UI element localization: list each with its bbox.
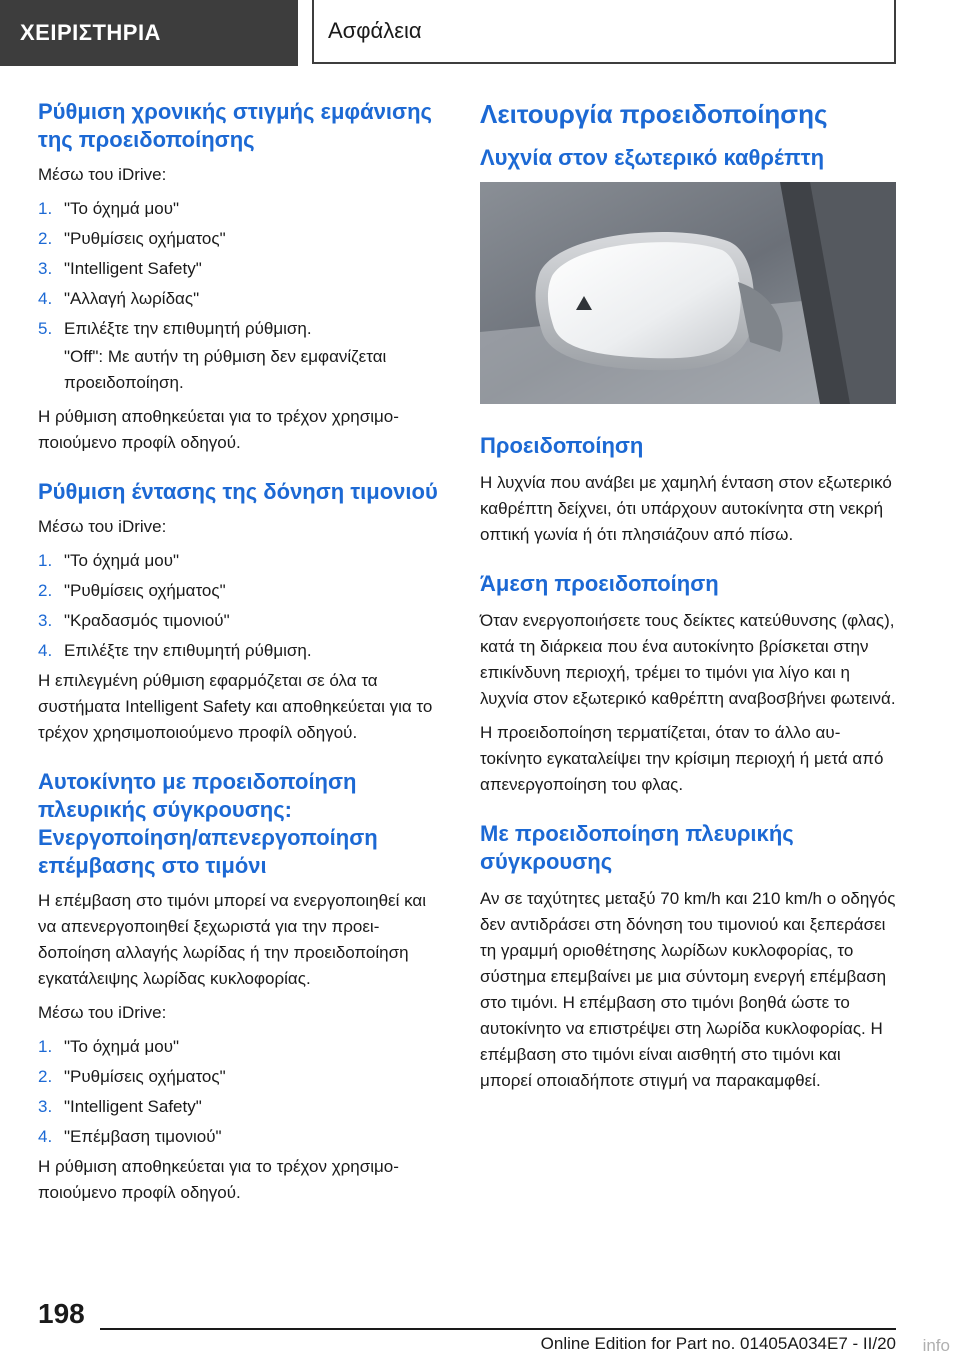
right-column <box>480 98 896 1102</box>
watermark: info <box>922 1336 950 1355</box>
list-item: 3. "Intelligent Safety" <box>38 259 202 278</box>
section-tab: Ασφάλεια <box>312 0 896 64</box>
settings-applied-note: Η επιλεγμένη ρύθμιση εφαρμόζεται σε όλα τα συστήματα Intelligent Safety και αποθηκεύεται για το τρέχον χρησιμοποιούμενο προφίλ οδηγού. <box>38 671 433 742</box>
list-item: 4. "Επέμβαση τιμονιού" <box>38 1127 222 1146</box>
list-item: 1. "Το όχημά μου" <box>38 551 180 570</box>
warning-description: Η λυχνία που ανάβει με χαμηλή ένταση στον εξωτερικό καθρέπτη δείχνει, ότι υπάρχουν αυτοκίνητα στη νεκρή οπτική γωνία ή ότι πλησιάζουν από πίσω. <box>480 473 892 544</box>
left-column <box>38 98 438 1214</box>
list-item: 2. "Ρυθμίσεις οχήματος" <box>38 229 226 248</box>
chapter-tab: ΧΕΙΡΙΣΤΗΡΙΑ <box>0 0 298 66</box>
idrive-intro: Μέσω του iDrive: <box>38 1003 167 1022</box>
steps-list-2 <box>38 548 438 664</box>
steps-list-1 <box>38 196 438 342</box>
edition-info: Online Edition for Part no. 01405A034E7 - II/20 <box>540 1334 896 1353</box>
list-item: 4. "Αλλαγή λωρίδας" <box>38 289 200 308</box>
intervention-description: Η επέμβαση στο τιμόνι μπορεί να ενεργοποιηθεί και να απενεργοποιηθεί ξεχωριστά για την προειδοποίηση αλλαγής λωρίδας ή την προειδοποίηση εγκατάλειψης λωρίδας κυκλοφορίας. <box>38 891 427 988</box>
list-item: 2. "Ρυθμίσεις οχήματος" <box>38 581 226 600</box>
heading-warning: Προειδοποίηση <box>480 433 644 458</box>
heading-steering-intervention: Αυτοκίνητο με προειδοποίηση πλευρικής σύγκρουσης: Ενεργοποίηση/απενεργοποίηση επέμβασης στο τιμόνι <box>38 769 378 878</box>
list-item: 3. "Intelligent Safety" <box>38 1097 202 1116</box>
side-collision-description: Αν σε ταχύτητες μεταξύ 70 km/h και 210 km/h ο οδηγός δεν αντιδράσει στη δόνηση του τιμονιού και ξεπεράσει τη γραμμή οριοθέτησης λωρίδων κυκλοφορίας, το σύστημα επεμβαίνει με μια σύντομη ενεργή επέμβαση στο τιμόνι. Η επέμβαση στο τιμόνι βοηθά ώστε το αυτοκίνητο να επιστρέψει στη λωρίδα κυκλοφορίας. Η επέμβαση στο τιμόνι είναι αισθητή στο τιμόνι και μπορεί οποιαδήποτε στιγμή να παρακαμφθεί. <box>480 889 896 1090</box>
settings-saved-note: Η ρύθμιση αποθηκεύεται για το τρέχον χρησιμοποιούμενο προφίλ οδηγού. <box>38 407 399 452</box>
list-item: 3. "Κραδασμός τιμονιού" <box>38 611 230 630</box>
direct-warning-end: Η προειδοποίηση τερματίζεται, όταν το άλλο αυτοκίνητο εγκαταλείψει την κρίσιμη περιοχή ή μετά από απενεργοποίηση του φλας. <box>480 723 884 794</box>
list-item: 2. "Ρυθμίσεις οχήματος" <box>38 1067 226 1086</box>
page-number: 198 <box>38 1298 85 1329</box>
idrive-intro: Μέσω του iDrive: <box>38 517 167 536</box>
list-item: 4. Επιλέξτε την επιθυμητή ρύθμιση. <box>38 641 312 660</box>
step-note: "Off": Με αυτήν τη ρύθμιση δεν εμφανίζεται προειδοποίηση. <box>64 347 387 392</box>
direct-warning-description: Όταν ενεργοποιήσετε τους δείκτες κατεύθυνσης (φλας), κατά τη διάρκεια που ένα αυτοκίνητο βρίσκεται στην επικίνδυνη περιοχή, τρέμει το τιμόνι για λίγο και η λυχνία στον εξωτερικό καθρέπτη αναβοσβήνει φωτεινά. <box>480 611 896 708</box>
heading-vibration-intensity: Ρύθμιση έντασης της δόνηση τιμονιού <box>38 479 438 504</box>
page-footer <box>0 1290 960 1362</box>
heading-mirror-light: Λυχνία στον εξωτερικό καθρέπτη <box>480 145 825 170</box>
list-item: 1. "Το όχημά μου" <box>38 199 180 218</box>
heading-direct-warning: Άμεση προειδοποίηση <box>480 571 719 596</box>
heading-side-collision: Με προειδοποίηση πλευρικής σύγκρουσης <box>480 821 794 874</box>
steps-list-3 <box>38 1034 438 1150</box>
settings-saved-note: Η ρύθμιση αποθηκεύεται για το τρέχον χρησιμοποιούμενο προφίλ οδηγού. <box>38 1157 399 1202</box>
idrive-intro: Μέσω του iDrive: <box>38 165 167 184</box>
footer-divider <box>100 1328 896 1330</box>
heading-warning-function: Λειτουργία προειδοποίησης <box>480 99 828 129</box>
list-item: 1. "Το όχημά μου" <box>38 1037 180 1056</box>
heading-warning-timing: Ρύθμιση χρονικής στιγμής εμφάνισης της προειδοποίησης <box>38 99 432 152</box>
list-item: 5. Επιλέξτε την επιθυμητή ρύθμιση. <box>38 319 312 338</box>
page-header <box>0 0 960 66</box>
side-mirror-illustration <box>480 182 896 404</box>
